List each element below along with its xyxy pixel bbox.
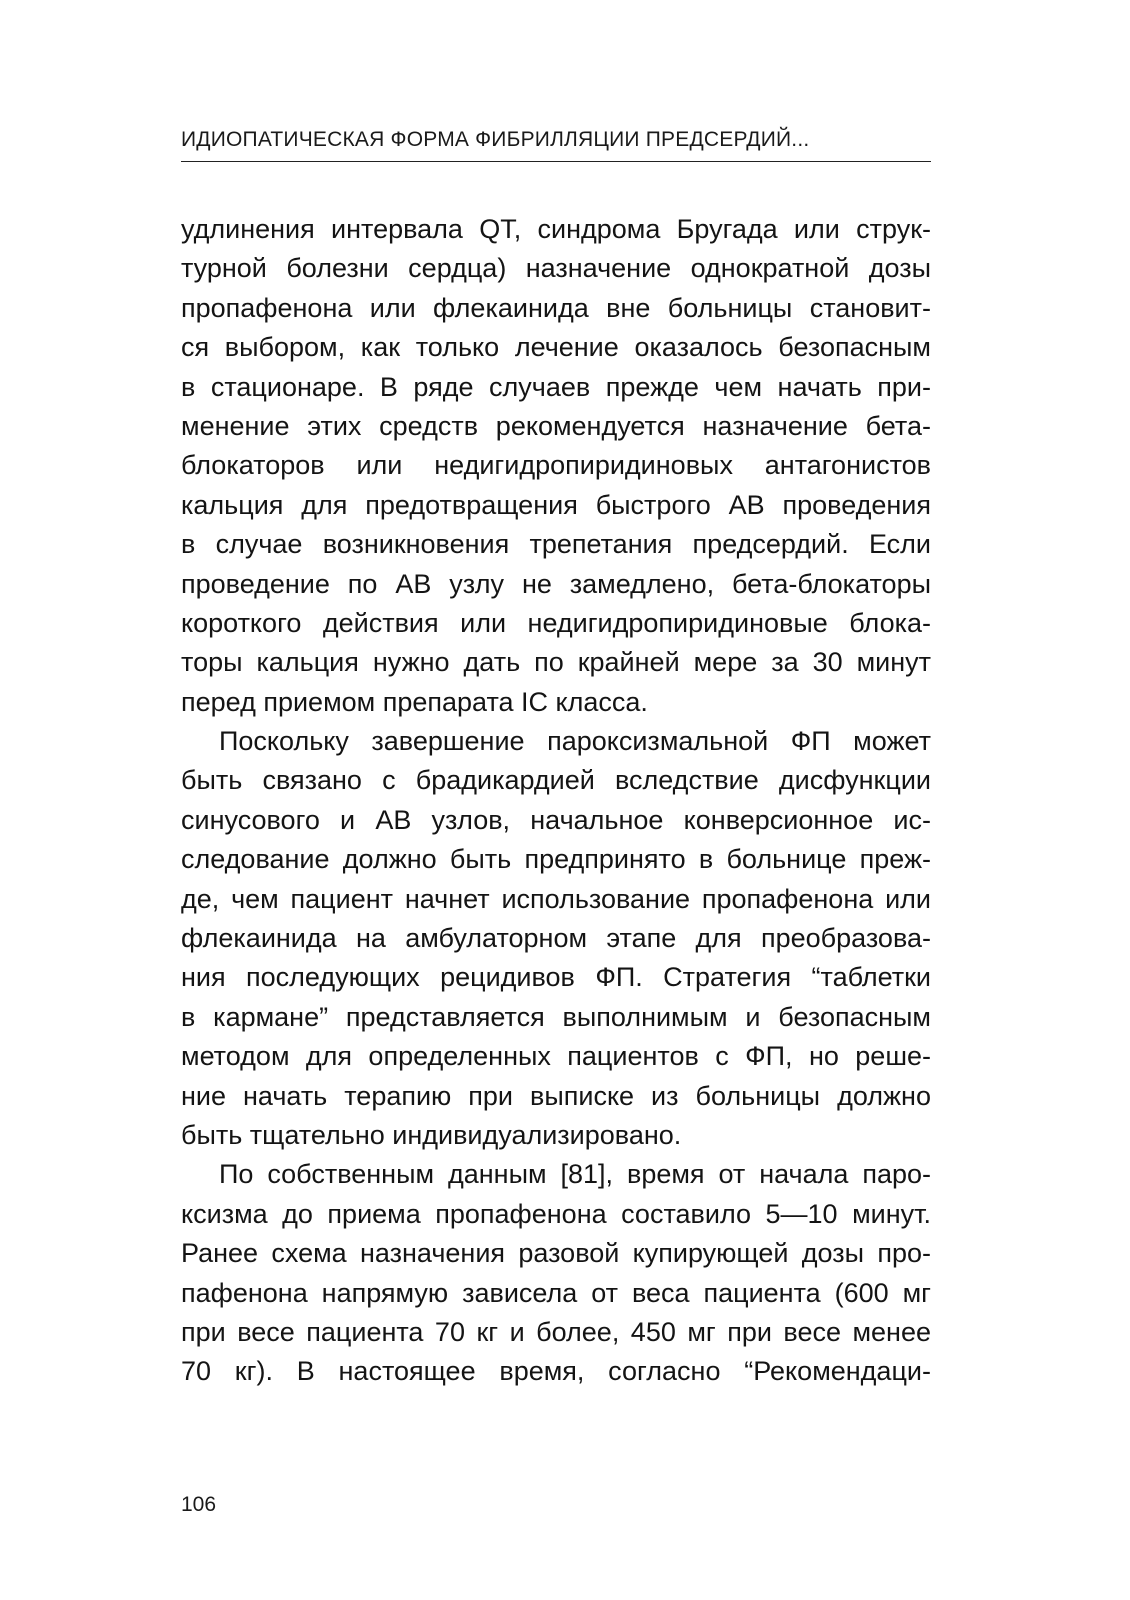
text-line: Ранее схема назначения разовой купирующей дозы про- [181,1238,931,1269]
text-line: в стационаре. В ряде случаев прежде чем начать при- [181,371,931,402]
text-line: 70 кг). В настоящее время, согласно “Рекомендаци- [181,1356,931,1387]
text-line: По собственным данным [81], время от начала паро- [219,1159,931,1190]
text-line: при весе пациента 70 кг и более, 450 мг при весе менее [181,1316,931,1347]
text-line: турной болезни сердца) назначение однократной дозы [181,253,931,284]
running-header-title: ИДИОПАТИЧЕСКАЯ ФОРМА ФИБРИЛЛЯЦИИ ПРЕДСЕРДИЙ... [181,128,810,151]
text-line: пропафенона или флекаинида вне больницы становит- [181,292,931,323]
text-line: менение этих средств рекомендуется назначение бета- [181,410,931,441]
text-line: торы кальция нужно дать по крайней мере за 30 минут [181,647,931,678]
text-line: быть тщательно индивидуализировано. [181,1119,682,1150]
text-line: кальция для предотвращения быстрого АВ проведения [181,489,931,520]
text-line: флекаинида на амбулаторном этапе для преобразова- [181,923,931,954]
text-line: ксизма до приема пропафенона составило 5—10 минут. [181,1198,931,1229]
page-number: 106 [181,1493,217,1516]
text-line: де, чем пациент начнет использование пропафенона или [181,883,931,914]
text-line: быть связано с брадикардией вследствие дисфункции [181,765,931,796]
text-line: удлинения интервала QT, синдрома Бругада или струк- [181,214,931,244]
text-line: в кармане” представляется выполнимым и безопасным [181,1001,931,1032]
text-line: блокаторов или недигидропиридиновых антагонистов [181,450,931,481]
text-line: методом для определенных пациентов с ФП, но реше- [181,1041,931,1072]
text-line: синусового и АВ узлов, начальное конверсионное ис- [181,804,931,835]
text-line: следование должно быть предпринято в больнице преж- [181,844,931,875]
text-line: проведение по АВ узлу не замедлено, бета-блокаторы [181,568,931,599]
body-text [181,210,931,1392]
text-line: ния последующих рецидивов ФП. Стратегия “таблетки [181,962,931,993]
text-line: пафенона напрямую зависела от веса пациента (600 мг [181,1277,931,1308]
text-line: перед приемом препарата IC класса. [181,686,648,717]
text-line: Поскольку завершение пароксизмальной ФП может [219,726,931,757]
running-header [181,122,931,162]
text-line: в случае возникновения трепетания предсердий. Если [181,529,931,560]
text-line: короткого действия или недигидропиридиновые блока- [181,607,931,638]
text-line: ние начать терапию при выписке из больницы должно [181,1080,931,1111]
text-line: ся выбором, как только лечение оказалось безопасным [181,332,931,363]
